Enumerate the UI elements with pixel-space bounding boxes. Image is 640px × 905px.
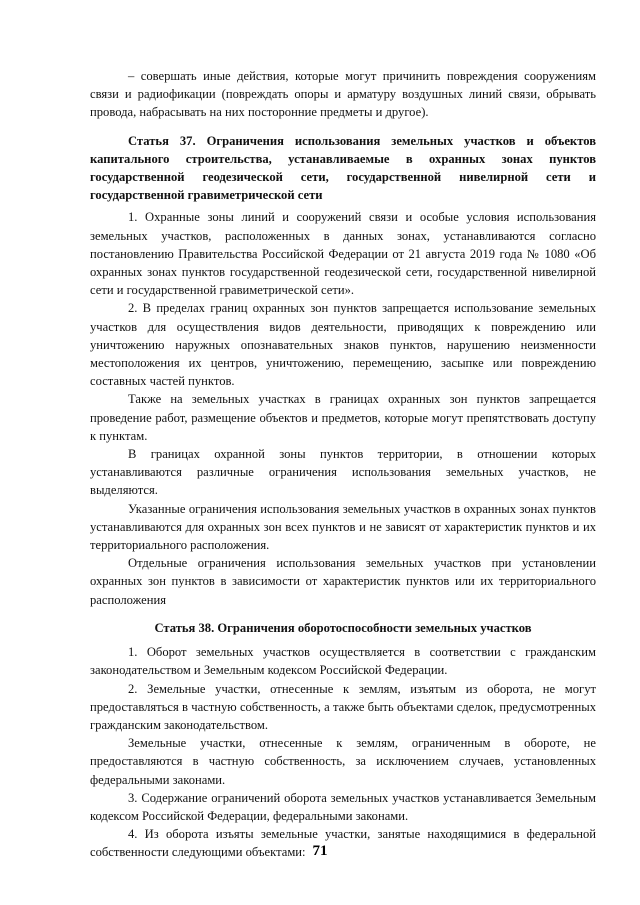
document-page xyxy=(90,67,596,862)
intro-paragraph: – совершать иные действия, которые могут причинить повреждения сооружениям связи и радиофикации (повреждать опоры и арматуру воздушных линий связи, обрывать провода, набрасывать на них посторонние предметы и другое). xyxy=(90,69,596,120)
article-38-paragraph-3: Земельные участки, отнесенные к землям, ограниченным в обороте, не предоставляются в частную собственность, за исключением случаев, установленных федеральными законами. xyxy=(90,736,596,787)
article-38-paragraph-4: 3. Содержание ограничений оборота земельных участков устанавливается Земельным кодексом Российской Федерации, федеральными законами. xyxy=(90,790,596,823)
article-37-heading: Статья 37. Ограничения использования земельных участков и объектов капитального строительства, устанавливаемые в охранных зонах пунктов государственной геодезической сети, государственной нивелирной сети и государственной гравиметрической сети xyxy=(90,133,596,203)
article-38-paragraph-2: 2. Земельные участки, отнесенные к землям, изъятым из оборота, не могут предоставляться в частную собственность, а также быть объектами сделок, предусмотренных гражданским законодательством. xyxy=(90,681,596,732)
page-number: 71 xyxy=(312,843,328,859)
article-37-paragraph-5: Указанные ограничения использования земельных участков в охранных зонах пунктов устанавливаются для охранных зон всех пунктов и не зависят от характеристик пунктов и их территориального расположения. xyxy=(90,501,596,553)
article-38-heading: Статья 38. Ограничения оборотоспособности земельных участков xyxy=(154,620,532,635)
article-38-paragraph-1: 1. Оборот земельных участков осуществляется в соответствии с гражданским законодательством и Земельным кодексом Российской Федерации. xyxy=(90,645,596,678)
article-37-paragraph-4: В границах охранной зоны пунктов территории, в отношении которых устанавливаются различные ограничения использования земельных участков, не выделяются. xyxy=(90,447,596,498)
article-38-paragraph-5: 4. Из оборота изъяты земельные участки, занятые находящимися в федеральной собственности следующими объектами: xyxy=(90,827,596,860)
article-37-paragraph-1: 1. Охранные зоны линий и сооружений связи и особые условия использования земельных участков, расположенных в данных зонах, устанавливаются согласно постановлению Правительства Российской Федерации от 21 августа 2019 года № 1080 «Об охранных зонах пунктов государственной геодезической сети, государственной нивелирной сети и государственной гравиметрической сети». xyxy=(90,210,596,298)
article-37-paragraph-2: 2. В пределах границ охранных зон пунктов запрещается использование земельных участков для осуществления видов деятельности, приводящих к повреждению или уничтожению наружных опознавательных знаков пунктов, нарушению неизменности местоположения их центров, уничтожению, перемещению, засыпке или повреждению составных частей пунктов. xyxy=(90,301,596,389)
article-37-paragraph-6: Отдельные ограничения использования земельных участков при установлении охранных зон пунктов в зависимости от характеристик пунктов или их территориального расположения xyxy=(90,556,596,607)
article-37-paragraph-3: Также на земельных участках в границах охранных зон пунктов запрещается проведение работ, размещение объектов и предметов, которые могут препятствовать доступу к пунктам. xyxy=(90,392,596,443)
